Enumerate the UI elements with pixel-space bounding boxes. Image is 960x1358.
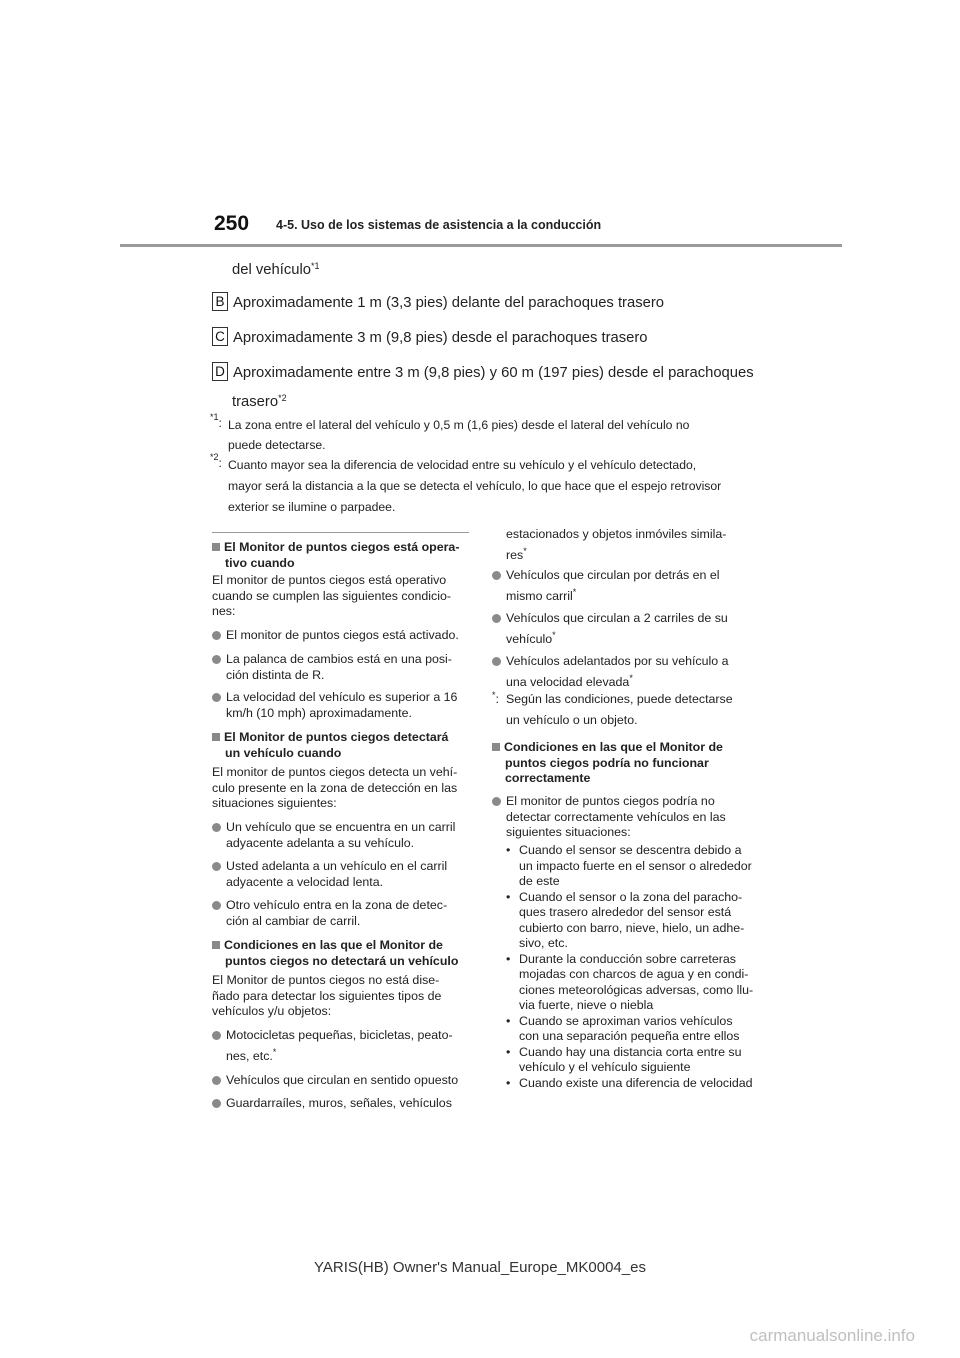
list-item: La velocidad del vehículo es superior a 16 km/h (10 mph) aproximadamente. — [212, 690, 476, 721]
label-box-c: C — [212, 327, 228, 346]
sub-bullet-list — [492, 843, 761, 1091]
list-item: El monitor de puntos ciegos está activado. — [212, 628, 476, 644]
section-heading-no-detectara: Condiciones en las que el Monitor de puntos ciegos no detectará un vehículo — [212, 938, 472, 969]
list-item: Vehículos que circulan por detrás en el mismo carril* — [492, 568, 756, 604]
circle-bullet-icon — [492, 571, 501, 580]
header-rule — [120, 244, 842, 247]
list-item: Vehículos que circulan en sentido opuesto — [212, 1073, 476, 1089]
item-d-cont: trasero$^{*2}$ — [232, 393, 287, 410]
list-item: Un vehículo que se encuentra en un carril adyacente adelanta a su vehículo. — [212, 820, 476, 851]
paragraph-operativo: El monitor de puntos ciegos está operativo cuando se cumplen las siguientes condicio- nes: — [212, 573, 452, 618]
square-bullet-icon — [492, 743, 500, 751]
section-heading-detectara: El Monitor de puntos ciegos detectará un vehículo cuando — [212, 730, 472, 761]
circle-bullet-icon — [492, 657, 501, 666]
square-bullet-icon — [212, 941, 220, 949]
circle-bullet-icon — [212, 901, 221, 910]
circle-bullet-icon — [212, 1099, 221, 1108]
square-bullet-icon — [212, 733, 220, 741]
sub-bullet: • Cuando hay una distancia corta entre su vehículo y el vehículo siguiente — [506, 1044, 742, 1074]
circle-bullet-icon — [212, 1076, 221, 1085]
paragraph-detectara: El monitor de puntos ciegos detecta un vehí- culo presente en la zona de detección en las situaciones siguientes: — [212, 765, 458, 810]
list-item: La palanca de cambios está en una posi- ción distinta de R. — [212, 652, 476, 683]
page-number: 250 — [214, 212, 250, 235]
footnote-1: $^{*1}$: La zona entre el lateral del vehículo y 0,5 m (1,6 pies) desde el lateral del vehículo no puede detectarse. — [210, 412, 690, 452]
sub-bullet: • Cuando el sensor se descentra debido a un impacto fuerte en el sensor o alrededor de este — [506, 843, 752, 888]
sub-bullet: • Cuando se aproximan varios vehículos con una separación pequeña entre ellos — [506, 1013, 740, 1043]
item-b: B Aproximadamente 1 m (3,3 pies) delante del parachoques trasero — [212, 292, 664, 312]
label-box-d: D — [212, 362, 228, 381]
label-box-b: B — [212, 292, 228, 311]
section-heading-operativo: El Monitor de puntos ciegos está opera- tivo cuando — [212, 540, 472, 571]
sub-bullet: • Durante la conducción sobre carreteras mojadas con charcos de agua y en condi- ciones meteorológicas adversas, como llu- via fuerte, nieve o niebla — [506, 951, 754, 1012]
list-item: Motocicletas pequeñas, bicicletas, peato- nes, etc.* — [212, 1028, 476, 1064]
section-heading-no-funcionar: Condiciones en las que el Monitor de puntos ciegos podría no funcionar correctamente — [492, 740, 752, 787]
footnote-2: $^{*2}$: Cuanto mayor sea la diferencia de velocidad entre su vehículo y el vehículo detectado, mayor será la distancia a la que se detecta el vehículo, lo que hace que el espejo retrovisor exterior se ilumine o parpadee. — [210, 452, 722, 514]
list-item: El monitor de puntos ciegos podría no detectar correctamente vehículos en las siguientes situaciones: — [492, 794, 756, 841]
circle-bullet-icon — [212, 693, 221, 702]
circle-bullet-icon — [212, 1031, 221, 1040]
list-item: Guardarraíles, muros, señales, vehículos — [212, 1096, 476, 1112]
watermark: carmanualsonline.info — [749, 1326, 915, 1345]
circle-bullet-icon — [492, 797, 501, 806]
manual-footer: YARIS(HB) Owner's Manual_Europe_MK0004_es — [314, 1259, 646, 1276]
note-star: *: Según las condiciones, puede detectarse un vehículo o un objeto. — [492, 690, 733, 727]
column-rule — [212, 532, 469, 533]
item-d: D Aproximadamente entre 3 m (9,8 pies) y 60 m (197 pies) desde el parachoques — [212, 362, 754, 382]
list-item: Otro vehículo entra en la zona de detec- ción al cambiar de carril. — [212, 898, 476, 929]
list-item-continued: estacionados y objetos inmóviles simila- res* — [506, 527, 727, 562]
circle-bullet-icon — [212, 631, 221, 640]
circle-bullet-icon — [212, 655, 221, 664]
sub-bullet: • Cuando el sensor o la zona del paracho- ques trasero alrededor del sensor está cubierto con barro, nieve, hielo, un adhe- sivo, etc. — [506, 889, 745, 950]
list-item: Usted adelanta a un vehículo en el carril adyacente a velocidad lenta. — [212, 859, 476, 890]
list-item: Vehículos adelantados por su vehículo a una velocidad elevada* — [492, 654, 756, 690]
section-title: 4-5. Uso de los sistemas de asistencia a la conducción — [276, 218, 602, 232]
paragraph-no-detectara: El Monitor de puntos ciegos no está dise- ñado para detectar los siguientes tipos de vehículos y/u objetos: — [212, 973, 442, 1018]
circle-bullet-icon — [212, 862, 221, 871]
item-c: C Aproximadamente 3 m (9,8 pies) desde el parachoques trasero — [212, 327, 648, 347]
circle-bullet-icon — [492, 614, 501, 623]
list-item: Vehículos que circulan a 2 carriles de su vehículo* — [492, 611, 756, 647]
sub-bullet: • Cuando existe una diferencia de velocidad — [506, 1075, 753, 1090]
square-bullet-icon — [212, 543, 220, 551]
top-line-a: del vehículo$^{*1}$ — [232, 261, 320, 278]
circle-bullet-icon — [212, 823, 221, 832]
